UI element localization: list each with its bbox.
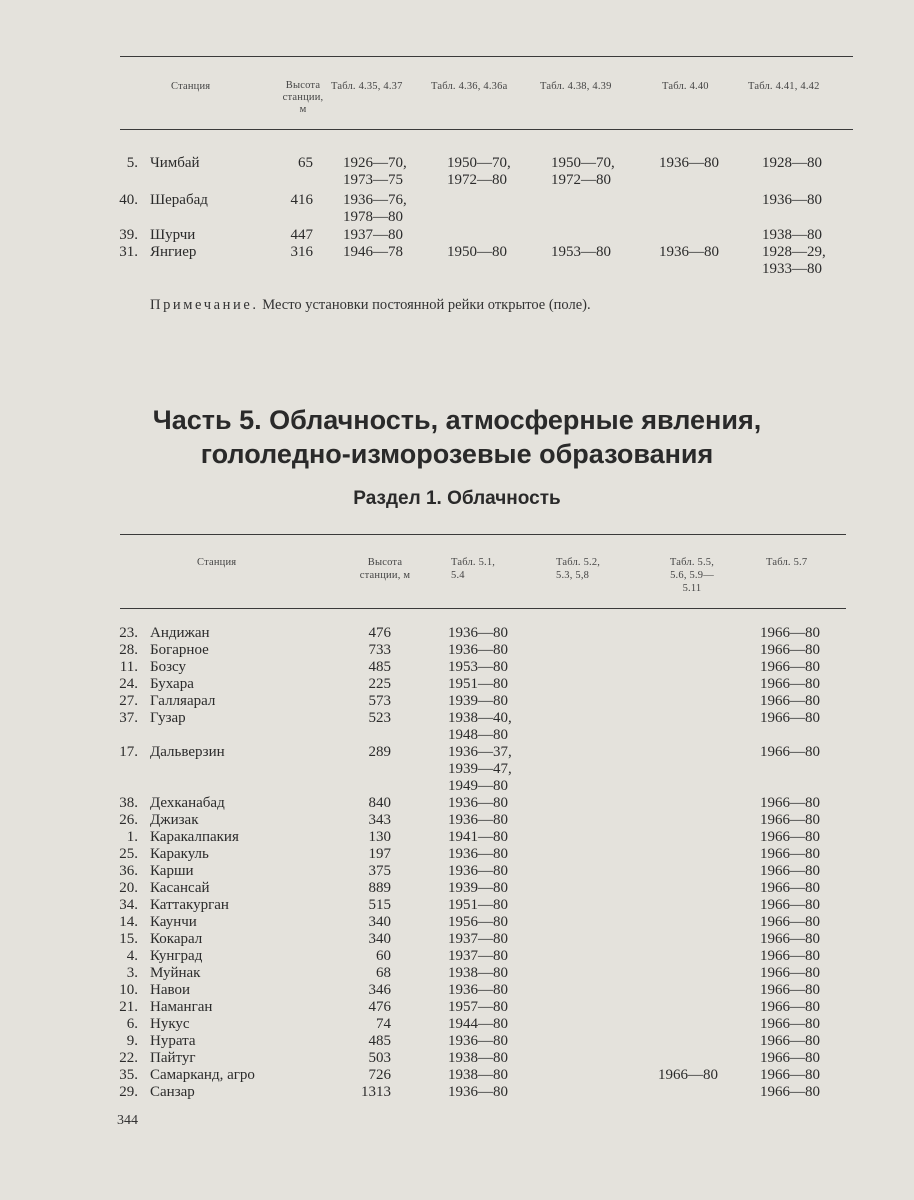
table2-cell-height: 343 bbox=[368, 812, 391, 828]
table2-cell-name: Богарное bbox=[150, 642, 209, 658]
table2-cell-num: 10. bbox=[119, 982, 138, 998]
table2-cell-t1: 1941—80 bbox=[448, 829, 508, 845]
section-title: Раздел 1. Облачность bbox=[353, 488, 561, 509]
table1-cell-name: Шерабад bbox=[150, 192, 208, 208]
table2-cell-height: 197 bbox=[368, 846, 391, 862]
table1-cell-t5: 1936—80 bbox=[762, 192, 822, 208]
table2-cell-height: 726 bbox=[368, 1067, 391, 1083]
table2-cell-height: 74 bbox=[376, 1016, 391, 1032]
table2-cell-t4: 1966—80 bbox=[760, 846, 820, 862]
table2-cell-t4: 1966—80 bbox=[760, 829, 820, 845]
table2-cell-name: Касансай bbox=[150, 880, 210, 896]
table2-header-station: Станция bbox=[197, 557, 237, 568]
table2-cell-name: Самарканд, агро bbox=[150, 1067, 255, 1083]
table2-cell-height: 889 bbox=[368, 880, 391, 896]
table2-cell-height: 340 bbox=[368, 914, 391, 930]
table2-cell-t1: 1936—80 bbox=[448, 982, 508, 998]
note-label: Примечание. bbox=[150, 297, 259, 313]
table1-cell-num: 31. bbox=[119, 244, 138, 260]
table2-cell-num: 29. bbox=[119, 1084, 138, 1100]
table1-cell-height: 316 bbox=[290, 244, 313, 260]
table2-cell-name: Пайтуг bbox=[150, 1050, 196, 1066]
table2-cell-height: 225 bbox=[368, 676, 391, 692]
table2-cell-t1: 1944—80 bbox=[448, 1016, 508, 1032]
table2-cell-name: Нурата bbox=[150, 1033, 196, 1049]
table2-cell-num: 35. bbox=[119, 1067, 138, 1083]
table1-header-t3: Табл. 4.38, 4.39 bbox=[540, 81, 612, 92]
table2-cell-t1: 1936—80 bbox=[448, 795, 508, 811]
table1-cell-t1: 1926—70, 1973—75 bbox=[343, 155, 407, 188]
part-title-line2: гололедно-изморозевые образования bbox=[200, 439, 714, 469]
table1-cell-t1: 1946—78 bbox=[343, 244, 403, 260]
table2-cell-t4: 1966—80 bbox=[760, 795, 820, 811]
table2-cell-t1: 1937—80 bbox=[448, 948, 508, 964]
table2-cell-name: Галляарал bbox=[150, 693, 216, 709]
table2-header-t4: Табл. 5.7 bbox=[766, 557, 808, 568]
table2-header-t3: Табл. 5.5, 5.6, 5.9— 5.11 bbox=[669, 557, 715, 594]
table2-cell-num: 24. bbox=[119, 676, 138, 692]
table1-header-height: Высота станции, м bbox=[282, 80, 324, 115]
table2-cell-num: 20. bbox=[119, 880, 138, 896]
table2-cell-t4: 1966—80 bbox=[760, 710, 820, 726]
table2-cell-name: Кунград bbox=[150, 948, 203, 964]
table2-cell-t4: 1966—80 bbox=[760, 625, 820, 641]
table1-cell-t4: 1936—80 bbox=[659, 244, 719, 260]
table2-cell-height: 130 bbox=[368, 829, 391, 845]
table2-cell-height: 68 bbox=[376, 965, 391, 981]
table2-cell-t1: 1938—80 bbox=[448, 1050, 508, 1066]
table2-cell-height: 485 bbox=[368, 659, 391, 675]
table2-cell-name: Каунчи bbox=[150, 914, 197, 930]
table2-cell-name: Дальверзин bbox=[150, 744, 225, 760]
page-number: 344 bbox=[117, 1113, 138, 1128]
table2-cell-num: 28. bbox=[119, 642, 138, 658]
table1-cell-name: Чимбай bbox=[150, 155, 200, 171]
table1-cell-num: 40. bbox=[119, 192, 138, 208]
table2-cell-name: Наманган bbox=[150, 999, 213, 1015]
table2-cell-t4: 1966—80 bbox=[760, 880, 820, 896]
table2-cell-height: 733 bbox=[368, 642, 391, 658]
table2-top-rule bbox=[120, 534, 846, 535]
table2-cell-t4: 1966—80 bbox=[760, 965, 820, 981]
table2-cell-num: 21. bbox=[119, 999, 138, 1015]
table2-cell-num: 9. bbox=[126, 1033, 138, 1049]
table2-cell-height: 289 bbox=[368, 744, 391, 760]
table2-cell-height: 346 bbox=[368, 982, 391, 998]
note-text: Место установки постоянной рейки открытое (поле). bbox=[262, 297, 591, 313]
table2-cell-t1: 1939—80 bbox=[448, 693, 508, 709]
table1-header-rule bbox=[120, 129, 853, 130]
table1-header-t5: Табл. 4.41, 4.42 bbox=[748, 81, 820, 92]
table2-cell-t1: 1936—80 bbox=[448, 846, 508, 862]
table2-cell-t3: 1966—80 bbox=[658, 1067, 718, 1083]
table2-cell-height: 840 bbox=[368, 795, 391, 811]
table2-cell-height: 515 bbox=[368, 897, 391, 913]
table2-cell-height: 375 bbox=[368, 863, 391, 879]
table1-cell-t5: 1928—29, 1933—80 bbox=[762, 244, 826, 277]
table2-cell-height: 476 bbox=[368, 999, 391, 1015]
table2-header-t1: Табл. 5.1, 5.4 bbox=[451, 557, 496, 581]
table2-cell-name: Бухара bbox=[150, 676, 194, 692]
table2-cell-num: 11. bbox=[119, 659, 138, 675]
table1-cell-t3: 1950—70, 1972—80 bbox=[551, 155, 615, 188]
table2-cell-t4: 1966—80 bbox=[760, 659, 820, 675]
table2-cell-num: 14. bbox=[119, 914, 138, 930]
table2-cell-t4: 1966—80 bbox=[760, 1050, 820, 1066]
table2-cell-num: 15. bbox=[119, 931, 138, 947]
table2-cell-t1: 1938—40, 1948—80 bbox=[448, 710, 512, 743]
table1-top-rule bbox=[120, 56, 853, 57]
table2-cell-t1: 1938—80 bbox=[448, 965, 508, 981]
table2-cell-num: 6. bbox=[126, 1016, 138, 1032]
table2-cell-t1: 1951—80 bbox=[448, 676, 508, 692]
table2-cell-t1: 1936—80 bbox=[448, 1033, 508, 1049]
table1-note bbox=[150, 297, 591, 314]
table2-cell-t1: 1936—80 bbox=[448, 642, 508, 658]
table2-cell-t1: 1936—37, 1939—47, 1949—80 bbox=[448, 744, 512, 794]
table2-cell-num: 3. bbox=[126, 965, 138, 981]
table2-cell-height: 476 bbox=[368, 625, 391, 641]
table2-header-height: Высота станции, м bbox=[359, 557, 411, 581]
table1-cell-name: Шурчи bbox=[150, 227, 196, 243]
table2-cell-height: 573 bbox=[368, 693, 391, 709]
table1-cell-num: 5. bbox=[126, 155, 138, 171]
table1-header-t2: Табл. 4.36, 4.36а bbox=[431, 81, 508, 92]
table1-cell-t5: 1928—80 bbox=[762, 155, 822, 171]
table2-cell-num: 4. bbox=[126, 948, 138, 964]
table2-cell-t4: 1966—80 bbox=[760, 999, 820, 1015]
table2-cell-num: 27. bbox=[119, 693, 138, 709]
table2-cell-name: Бозсу bbox=[150, 659, 186, 675]
table2-cell-t4: 1966—80 bbox=[760, 693, 820, 709]
table2-cell-name: Андижан bbox=[150, 625, 210, 641]
table2-cell-height: 503 bbox=[368, 1050, 391, 1066]
table2-cell-name: Каракуль bbox=[150, 846, 209, 862]
table2-cell-height: 485 bbox=[368, 1033, 391, 1049]
table2-cell-t4: 1966—80 bbox=[760, 914, 820, 930]
table2-header-t2: Табл. 5.2, 5.3, 5,8 bbox=[556, 557, 601, 581]
table2-cell-t1: 1937—80 bbox=[448, 931, 508, 947]
table2-cell-name: Навои bbox=[150, 982, 190, 998]
table2-cell-t1: 1936—80 bbox=[448, 1084, 508, 1100]
table2-cell-t4: 1966—80 bbox=[760, 676, 820, 692]
table2-cell-num: 36. bbox=[119, 863, 138, 879]
table2-cell-t4: 1966—80 bbox=[760, 863, 820, 879]
table2-cell-t1: 1951—80 bbox=[448, 897, 508, 913]
table2-cell-name: Кокарал bbox=[150, 931, 203, 947]
table2-cell-t1: 1939—80 bbox=[448, 880, 508, 896]
table2-cell-t1: 1936—80 bbox=[448, 625, 508, 641]
table2-cell-t1: 1938—80 bbox=[448, 1067, 508, 1083]
table2-cell-height: 60 bbox=[376, 948, 391, 964]
table1-cell-name: Янгиер bbox=[150, 244, 197, 260]
table2-cell-t4: 1966—80 bbox=[760, 812, 820, 828]
table2-cell-name: Дехканабад bbox=[150, 795, 225, 811]
table2-cell-num: 22. bbox=[119, 1050, 138, 1066]
table2-cell-name: Нукус bbox=[150, 1016, 190, 1032]
table2-cell-t4: 1966—80 bbox=[760, 897, 820, 913]
table2-cell-num: 17. bbox=[119, 744, 138, 760]
table1-cell-t1: 1937—80 bbox=[343, 227, 403, 243]
table2-cell-t4: 1966—80 bbox=[760, 744, 820, 760]
table2-cell-name: Карши bbox=[150, 863, 194, 879]
table1-cell-t3: 1953—80 bbox=[551, 244, 611, 260]
table2-cell-num: 1. bbox=[126, 829, 138, 845]
table2-cell-t1: 1956—80 bbox=[448, 914, 508, 930]
table1-header-station: Станция bbox=[171, 81, 211, 92]
table2-cell-t4: 1966—80 bbox=[760, 948, 820, 964]
table2-cell-t4: 1966—80 bbox=[760, 642, 820, 658]
table2-cell-t4: 1966—80 bbox=[760, 982, 820, 998]
table1-cell-num: 39. bbox=[119, 227, 138, 243]
table2-cell-name: Каттакурган bbox=[150, 897, 229, 913]
table2-cell-t4: 1966—80 bbox=[760, 931, 820, 947]
table2-cell-height: 523 bbox=[368, 710, 391, 726]
table2-header-rule bbox=[120, 608, 846, 609]
table2-cell-num: 23. bbox=[119, 625, 138, 641]
table1-cell-t4: 1936—80 bbox=[659, 155, 719, 171]
table2-cell-t4: 1966—80 bbox=[760, 1067, 820, 1083]
table1-cell-t1: 1936—76, 1978—80 bbox=[343, 192, 407, 225]
table2-cell-name: Гузар bbox=[150, 710, 186, 726]
table2-cell-name: Джизак bbox=[150, 812, 199, 828]
table2-cell-num: 38. bbox=[119, 795, 138, 811]
table2-cell-t4: 1966—80 bbox=[760, 1084, 820, 1100]
table1-cell-height: 447 bbox=[290, 227, 313, 243]
table2-cell-t1: 1936—80 bbox=[448, 812, 508, 828]
table2-cell-t1: 1936—80 bbox=[448, 863, 508, 879]
table2-cell-name: Муйнак bbox=[150, 965, 201, 981]
table2-cell-num: 37. bbox=[119, 710, 138, 726]
table1-cell-t2: 1950—80 bbox=[447, 244, 507, 260]
table2-cell-t4: 1966—80 bbox=[760, 1033, 820, 1049]
table2-cell-height: 1313 bbox=[361, 1084, 391, 1100]
table2-cell-num: 26. bbox=[119, 812, 138, 828]
table1-header-t4: Табл. 4.40 bbox=[662, 81, 709, 92]
table2-cell-t4: 1966—80 bbox=[760, 1016, 820, 1032]
table1-cell-t5: 1938—80 bbox=[762, 227, 822, 243]
table1-header-t1: Табл. 4.35, 4.37 bbox=[331, 81, 403, 92]
table2-cell-height: 340 bbox=[368, 931, 391, 947]
table2-cell-t1: 1953—80 bbox=[448, 659, 508, 675]
table2-cell-name: Санзар bbox=[150, 1084, 195, 1100]
table2-cell-num: 34. bbox=[119, 897, 138, 913]
part-title-line1: Часть 5. Облачность, атмосферные явления, bbox=[152, 405, 762, 435]
table1-cell-t2: 1950—70, 1972—80 bbox=[447, 155, 511, 188]
table2-cell-t1: 1957—80 bbox=[448, 999, 508, 1015]
table1-cell-height: 416 bbox=[290, 192, 313, 208]
table1-cell-height: 65 bbox=[298, 155, 313, 171]
table2-cell-num: 25. bbox=[119, 846, 138, 862]
table2-cell-name: Каракалпакия bbox=[150, 829, 239, 845]
